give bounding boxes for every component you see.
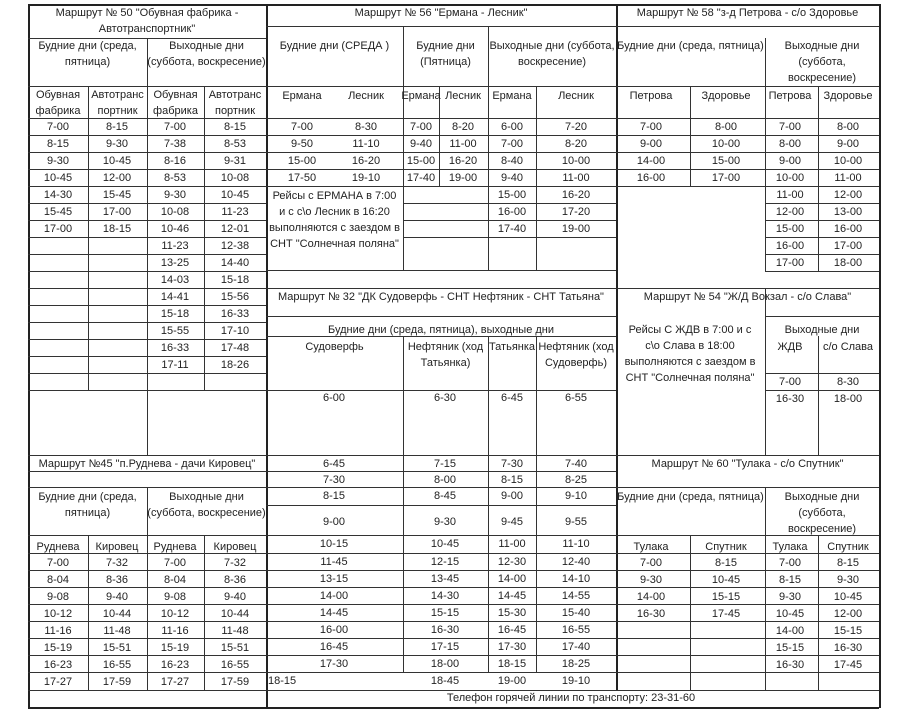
grid-line-vertical — [204, 86, 205, 390]
route-60-weekday-header: Будние дни (среда, пятница) — [617, 491, 764, 503]
route-54-weekend-header: Выходные дни — [784, 324, 860, 336]
schedule-cell: 16-30 — [833, 642, 863, 654]
schedule-cell: 16-45 — [319, 641, 349, 653]
schedule-cell: 9-00 — [500, 490, 524, 502]
schedule-cell: 16-30 — [430, 624, 460, 636]
schedule-cell: 7-00 — [163, 121, 187, 133]
schedule-cell: 7-00 — [163, 557, 187, 569]
schedule-cell: 8-15 — [714, 557, 738, 569]
schedule-cell: 9-08 — [163, 591, 187, 603]
schedule-cell: 7-00 — [500, 138, 524, 150]
schedule-cell: 7-00 — [639, 121, 663, 133]
schedule-cell: 10-15 — [319, 538, 349, 550]
schedule-cell: 10-12 — [160, 608, 190, 620]
schedule-cell: 17-40 — [497, 223, 527, 235]
grid-line-vertical — [204, 535, 205, 690]
schedule-cell: 17-00 — [711, 172, 741, 184]
schedule-cell: 19-00 — [561, 223, 591, 235]
schedule-cell: 6-45 — [322, 458, 346, 470]
grid-line-vertical — [403, 336, 404, 672]
schedule-cell: 15-19 — [160, 642, 190, 654]
grid-line-horizontal — [765, 316, 879, 317]
schedule-cell: 17-10 — [220, 325, 250, 337]
schedule-cell: 7-00 — [46, 121, 70, 133]
schedule-cell: 6-00 — [500, 121, 524, 133]
schedule-cell: 16-00 — [833, 223, 863, 235]
route-56-col-header: Ермана — [492, 90, 532, 102]
schedule-cell: 9-00 — [639, 138, 663, 150]
route-50-col-obuvnaya: Обувная фабрика — [35, 89, 81, 117]
schedule-cell: 18-00 — [833, 257, 863, 269]
schedule-cell: 12-00 — [833, 608, 863, 620]
schedule-cell: 17-20 — [561, 206, 591, 218]
schedule-cell: 8-04 — [46, 574, 70, 586]
route-56-weekend-header: Выходные дни (суббота, воскресение) — [489, 40, 615, 68]
route-58-title: Маршрут № 58 "з-д Петрова - с/о Здоровье — [636, 7, 859, 19]
schedule-cell: 9-31 — [223, 155, 247, 167]
schedule-cell: 17-27 — [160, 676, 190, 688]
schedule-cell: 14-40 — [220, 257, 250, 269]
schedule-cell: 7-38 — [163, 138, 187, 150]
schedule-cell: 9-50 — [290, 138, 314, 150]
schedule-cell: 9-30 — [105, 138, 129, 150]
grid-line-vertical — [818, 336, 819, 455]
grid-line-vertical — [879, 4, 881, 708]
route-60-col-header: Спутник — [705, 541, 747, 553]
schedule-cell: 8-20 — [564, 138, 588, 150]
schedule-cell: 10-12 — [43, 608, 73, 620]
route-54-note: Рейсы С ЖДВ в 7:00 и с с\о Слава в 18:00 выполняются с заездом в СНТ "Солнечная поляна" — [624, 324, 756, 384]
schedule-cell: 8-30 — [354, 121, 378, 133]
schedule-cell: 8-25 — [564, 474, 588, 486]
schedule-cell: 7-20 — [564, 121, 588, 133]
schedule-cell: 17-59 — [102, 676, 132, 688]
schedule-cell: 9-30 — [46, 155, 70, 167]
schedule-cell: 15-56 — [220, 291, 250, 303]
schedule-cell: 8-36 — [223, 574, 247, 586]
schedule-cell: 8-15 — [322, 490, 346, 502]
schedule-cell: 7-15 — [433, 458, 457, 470]
schedule-cell: 8-00 — [433, 474, 457, 486]
schedule-cell: 8-04 — [163, 574, 187, 586]
grid-line-horizontal — [266, 316, 616, 317]
schedule-cell: 14-10 — [561, 573, 591, 585]
schedule-cell: 15-00 — [775, 223, 805, 235]
schedule-cell: 17-00 — [102, 206, 132, 218]
grid-line-vertical — [266, 4, 268, 707]
schedule-cell: 8-15 — [836, 557, 860, 569]
grid-line-vertical — [88, 535, 89, 690]
grid-line-vertical — [690, 86, 691, 186]
schedule-cell: 9-00 — [778, 155, 802, 167]
schedule-cell: 17-00 — [775, 257, 805, 269]
schedule-cell: 11-16 — [44, 625, 72, 637]
schedule-cell: 10-44 — [102, 608, 132, 620]
schedule-cell: 15-00 — [406, 155, 436, 167]
grid-line-horizontal — [266, 26, 616, 27]
schedule-cell: 18-25 — [561, 658, 591, 670]
schedule-cell: 16-00 — [636, 172, 666, 184]
schedule-cell: 16-00 — [775, 240, 805, 252]
schedule-cell: 11-10 — [562, 538, 590, 550]
schedule-cell: 15-00 — [711, 155, 741, 167]
schedule-cell: 9-08 — [46, 591, 70, 603]
route-58-weekday-header: Будние дни (среда, пятница) — [617, 40, 764, 52]
route-50-weekday-header: Будние дни (среда, пятница) — [38, 40, 137, 68]
schedule-cell: 14-00 — [497, 573, 527, 585]
route-56-col-header: Лесник — [348, 90, 384, 102]
grid-line-horizontal — [765, 271, 879, 272]
route-56-col-header: Лесник — [558, 90, 594, 102]
route-58-col-header: Петрова — [768, 90, 812, 102]
schedule-cell: 17-27 — [43, 676, 73, 688]
schedule-cell: 13-15 — [319, 573, 349, 585]
schedule-cell: 18-45 — [430, 675, 460, 687]
schedule-cell: 19-10 — [561, 675, 591, 687]
schedule-cell: 12-01 — [220, 223, 250, 235]
route-54-col-zhdv: ЖДВ — [777, 341, 803, 353]
schedule-cell: 11-48 — [103, 625, 131, 637]
schedule-cell: 16-55 — [220, 659, 250, 671]
grid-line-vertical — [88, 86, 89, 390]
route-45-weekend-header: Выходные дни (суббота, воскресение) — [147, 491, 266, 519]
grid-line-vertical — [818, 86, 819, 271]
schedule-cell: 10-46 — [160, 223, 190, 235]
schedule-cell: 15-51 — [102, 642, 132, 654]
schedule-cell: 12-15 — [430, 556, 460, 568]
route-58-col-header: Здоровье — [701, 90, 751, 102]
schedule-cell: 8-30 — [836, 376, 860, 388]
grid-line-vertical — [488, 336, 489, 672]
schedule-cell: 10-00 — [711, 138, 741, 150]
grid-line-vertical — [690, 535, 691, 690]
schedule-cell: 18-00 — [833, 393, 863, 405]
schedule-cell: 7-00 — [778, 557, 802, 569]
route-56-col-header: Лесник — [445, 90, 481, 102]
grid-line-horizontal — [266, 270, 616, 271]
schedule-cell: 15-55 — [160, 325, 190, 337]
schedule-cell: 14-00 — [319, 590, 349, 602]
route-58-col-header: Здоровье — [823, 90, 873, 102]
grid-line-vertical — [536, 336, 537, 672]
schedule-cell: 15-40 — [561, 607, 591, 619]
schedule-cell: 16-20 — [351, 155, 381, 167]
route-56-friday-header: Будние дни (Пятница) — [416, 40, 475, 68]
schedule-cell: 19-10 — [351, 172, 381, 184]
schedule-cell: 10-08 — [220, 172, 250, 184]
grid-line-vertical — [818, 535, 819, 690]
schedule-cell: 13-45 — [430, 573, 460, 585]
schedule-cell: 17-00 — [833, 240, 863, 252]
schedule-cell: 6-30 — [433, 392, 457, 404]
grid-line-horizontal — [28, 707, 879, 709]
route-32-col-neftyanik-tatyanka: Нефтяник (ход Татьянка) — [407, 341, 484, 369]
hotline-footer: Телефон горячей линии по транспорту: 23-31-60 — [446, 692, 696, 704]
schedule-cell: 9-45 — [500, 516, 524, 528]
schedule-cell: 10-45 — [220, 189, 250, 201]
schedule-cell: 12-38 — [220, 240, 250, 252]
schedule-cell: 18-26 — [220, 359, 250, 371]
route-56-col-header: Ермана — [282, 90, 322, 102]
route-54-col-slava: с/о Слава — [822, 341, 874, 353]
schedule-cell: 11-00 — [449, 138, 477, 150]
schedule-cell: 9-40 — [105, 591, 129, 603]
schedule-cell: 17-30 — [497, 641, 527, 653]
schedule-cell: 8-45 — [433, 490, 457, 502]
schedule-cell: 14-00 — [636, 591, 666, 603]
schedule-cell: 17-00 — [43, 223, 73, 235]
schedule-cell: 11-00 — [834, 172, 862, 184]
schedule-cell: 10-44 — [220, 608, 250, 620]
schedule-cell: 17-15 — [430, 641, 460, 653]
schedule-cell: 16-30 — [636, 608, 666, 620]
schedule-cell: 11-00 — [776, 189, 804, 201]
schedule-cell: 16-55 — [561, 624, 591, 636]
schedule-cell: 6-45 — [500, 392, 524, 404]
schedule-cell: 16-45 — [497, 624, 527, 636]
schedule-cell: 10-00 — [561, 155, 591, 167]
schedule-cell: 7-00 — [290, 121, 314, 133]
schedule-cell: 16-00 — [319, 624, 349, 636]
schedule-cell: 8-53 — [163, 172, 187, 184]
schedule-cell: 16-33 — [220, 308, 250, 320]
schedule-cell: 11-00 — [498, 538, 526, 550]
schedule-cell: 16-23 — [160, 659, 190, 671]
schedule-cell: 8-00 — [836, 121, 860, 133]
schedule-cell: 6-55 — [564, 392, 588, 404]
grid-line-horizontal — [616, 26, 879, 27]
route-58-weekend-header: Выходные дни (суббота, воскресение) — [784, 40, 860, 84]
schedule-cell: 7-32 — [105, 557, 129, 569]
schedule-cell: 14-45 — [319, 607, 349, 619]
schedule-cell: 10-45 — [102, 155, 132, 167]
schedule-cell: 15-18 — [220, 274, 250, 286]
schedule-cell: 15-30 — [497, 607, 527, 619]
schedule-cell: 16-30 — [775, 393, 805, 405]
schedule-cell: 8-00 — [714, 121, 738, 133]
route-50-col-avtotransportnik: Автотранс портник — [91, 89, 144, 117]
schedule-cell: 8-20 — [451, 121, 475, 133]
grid-line-horizontal — [266, 86, 616, 87]
schedule-cell: 15-15 — [430, 607, 460, 619]
route-45-col-header: Руднева — [153, 541, 197, 553]
schedule-cell: 7-32 — [223, 557, 247, 569]
schedule-cell: 7-00 — [778, 376, 802, 388]
schedule-cell: 9-30 — [778, 591, 802, 603]
schedule-cell: 9-55 — [564, 516, 588, 528]
schedule-cell: 11-45 — [320, 556, 348, 568]
schedule-cell: 9-40 — [409, 138, 433, 150]
schedule-cell: 9-30 — [639, 574, 663, 586]
schedule-cell: 15-15 — [775, 642, 805, 654]
schedule-cell: 13-00 — [833, 206, 863, 218]
schedule-cell: 17-59 — [220, 676, 250, 688]
route-60-col-header: Спутник — [827, 541, 869, 553]
grid-line-horizontal — [266, 135, 616, 136]
grid-line-horizontal — [616, 86, 879, 87]
schedule-cell: 9-10 — [564, 490, 588, 502]
route-56-wednesday-header: Будние дни (СРЕДА ) — [279, 40, 390, 52]
schedule-cell: 8-53 — [223, 138, 247, 150]
schedule-cell: 12-40 — [561, 556, 591, 568]
schedule-cell: 10-45 — [711, 574, 741, 586]
schedule-cell: 16-20 — [561, 189, 591, 201]
schedule-cell: 14-03 — [160, 274, 190, 286]
schedule-cell: 9-00 — [322, 516, 346, 528]
schedule-cell: 17-50 — [287, 172, 317, 184]
schedule-cell: 9-30 — [836, 574, 860, 586]
schedule-cell: 7-00 — [46, 557, 70, 569]
schedule-cell: 17-40 — [406, 172, 436, 184]
schedule-cell: 15-00 — [497, 189, 527, 201]
route-56-title: Маршрут № 56 "Ермана - Лесник" — [354, 7, 528, 19]
schedule-cell: 18-15 — [268, 675, 297, 687]
schedule-cell: 7-00 — [778, 121, 802, 133]
schedule-cell: 14-00 — [775, 625, 805, 637]
schedule-cell: 8-15 — [223, 121, 247, 133]
schedule-cell: 11-48 — [221, 625, 249, 637]
schedule-cell: 17-30 — [319, 658, 349, 670]
route-45-title: Маршрут №45 "п.Руднева - дачи Кировец" — [38, 458, 256, 470]
schedule-cell: 9-30 — [433, 516, 457, 528]
schedule-cell: 7-30 — [500, 458, 524, 470]
schedule-cell: 16-00 — [497, 206, 527, 218]
schedule-cell: 8-16 — [163, 155, 187, 167]
grid-line-vertical — [765, 288, 766, 455]
grid-line-horizontal — [266, 118, 616, 119]
schedule-cell: 7-00 — [639, 557, 663, 569]
schedule-cell: 9-00 — [836, 138, 860, 150]
schedule-cell: 15-51 — [220, 642, 250, 654]
schedule-cell: 15-19 — [43, 642, 73, 654]
schedule-cell: 8-15 — [105, 121, 129, 133]
grid-line-vertical — [536, 86, 537, 270]
route-50-col-avtotransportnik-weekend: Автотранс портник — [208, 89, 262, 117]
grid-line-horizontal — [616, 487, 879, 488]
route-45-col-header: Кировец — [213, 541, 257, 553]
schedule-cell: 15-00 — [287, 155, 317, 167]
route-58-col-header: Петрова — [629, 90, 673, 102]
schedule-cell: 8-36 — [105, 574, 129, 586]
schedule-cell: 8-15 — [500, 474, 524, 486]
schedule-cell: 8-15 — [778, 574, 802, 586]
schedule-cell: 19-00 — [497, 675, 527, 687]
schedule-cell: 14-41 — [160, 291, 190, 303]
schedule-cell: 8-40 — [500, 155, 524, 167]
schedule-cell: 15-45 — [43, 206, 73, 218]
schedule-cell: 8-15 — [46, 138, 70, 150]
route-50-weekend-header: Выходные дни (суббота, воскресение) — [147, 40, 266, 68]
route-56-note: Рейсы с ЕРМАНА в 7:00 и с с\о Лесник в 16:20 выполняются с заездом в СНТ "Солнечная поляна" — [269, 190, 400, 250]
schedule-cell: 11-10 — [352, 138, 380, 150]
schedule-cell: 18-15 — [102, 223, 132, 235]
schedule-cell: 13-25 — [160, 257, 190, 269]
schedule-cell: 17-45 — [833, 659, 863, 671]
schedule-cell: 10-45 — [430, 538, 460, 550]
route-32-col-tatyanka: Татьянка — [488, 341, 536, 353]
route-45-col-header: Кировец — [95, 541, 139, 553]
schedule-cell: 18-15 — [497, 658, 527, 670]
schedule-cell: 10-00 — [833, 155, 863, 167]
route-32-col-neftyanik-sudoverf: Нефтяник (ход Судоверфь) — [538, 341, 614, 369]
schedule-cell: 10-08 — [160, 206, 190, 218]
route-60-weekend-header: Выходные дни (суббота, воскресение) — [784, 491, 860, 535]
schedule-cell: 12-00 — [775, 206, 805, 218]
route-32-group-header: Будние дни (среда, пятница), выходные дни — [328, 324, 554, 336]
route-50-col-obuvnaya-weekend: Обувная фабрика — [153, 89, 198, 117]
schedule-cell: 16-20 — [448, 155, 478, 167]
schedule-cell: 11-00 — [562, 172, 590, 184]
schedule-cell: 6-00 — [322, 392, 346, 404]
schedule-cell: 15-18 — [160, 308, 190, 320]
route-32-col-sudoverf: Судоверфь — [305, 341, 364, 353]
schedule-cell: 7-30 — [322, 474, 346, 486]
schedule-cell: 16-55 — [102, 659, 132, 671]
schedule-cell: 14-45 — [497, 590, 527, 602]
schedule-cell: 9-40 — [223, 591, 247, 603]
route-45-weekday-header: Будние дни (среда, пятница) — [38, 491, 137, 519]
grid-line-horizontal — [266, 505, 616, 506]
schedule-cell: 17-48 — [220, 342, 250, 354]
schedule-cell: 9-30 — [163, 189, 187, 201]
schedule-cell: 11-23 — [221, 206, 249, 218]
schedule-cell: 11-23 — [161, 240, 189, 252]
schedule-cell: 16-23 — [43, 659, 73, 671]
grid-line-horizontal — [28, 690, 266, 691]
schedule-cell: 17-40 — [561, 641, 591, 653]
schedule-cell: 18-00 — [430, 658, 460, 670]
schedule-cell: 16-33 — [160, 342, 190, 354]
schedule-cell: 15-15 — [833, 625, 863, 637]
schedule-cell: 12-00 — [833, 189, 863, 201]
schedule-cell: 14-00 — [636, 155, 666, 167]
schedule-cell: 14-30 — [43, 189, 73, 201]
schedule-cell: 7-00 — [409, 121, 433, 133]
schedule-cell: 12-00 — [102, 172, 132, 184]
schedule-cell: 10-45 — [833, 591, 863, 603]
schedule-cell: 17-11 — [161, 359, 189, 371]
schedule-cell: 8-00 — [778, 138, 802, 150]
route-50-title: Маршрут № 50 "Обувная фабрика - Автотранспортник" — [55, 7, 239, 35]
schedule-cell: 19-00 — [448, 172, 478, 184]
grid-line-horizontal — [403, 237, 616, 238]
schedule-cell: 10-45 — [775, 608, 805, 620]
schedule-cell: 16-30 — [775, 659, 805, 671]
schedule-cell: 15-45 — [102, 189, 132, 201]
route-45-col-header: Руднева — [36, 541, 80, 553]
schedule-cell: 14-55 — [561, 590, 591, 602]
route-60-title: Маршрут № 60 "Тулака - с/о Спутник" — [651, 458, 844, 470]
route-56-col-header: Ермана — [401, 90, 441, 102]
schedule-cell: 12-30 — [497, 556, 527, 568]
route-60-col-header: Тулака — [772, 541, 808, 553]
schedule-cell: 9-40 — [500, 172, 524, 184]
schedule-cell: 7-40 — [564, 458, 588, 470]
route-60-col-header: Тулака — [633, 541, 669, 553]
schedule-cell: 10-45 — [43, 172, 73, 184]
route-54-title: Маршрут № 54 "Ж/Д Вокзал - с/о Слава" — [643, 291, 852, 303]
schedule-cell: 10-00 — [775, 172, 805, 184]
route-32-title: Маршрут № 32 "ДК Судоверфь - СНТ Нефтяник - СНТ Татьяна" — [278, 291, 604, 303]
schedule-cell: 15-15 — [711, 591, 741, 603]
schedule-cell: 17-45 — [711, 608, 741, 620]
schedule-cell: 11-16 — [161, 625, 189, 637]
schedule-cell: 14-30 — [430, 590, 460, 602]
